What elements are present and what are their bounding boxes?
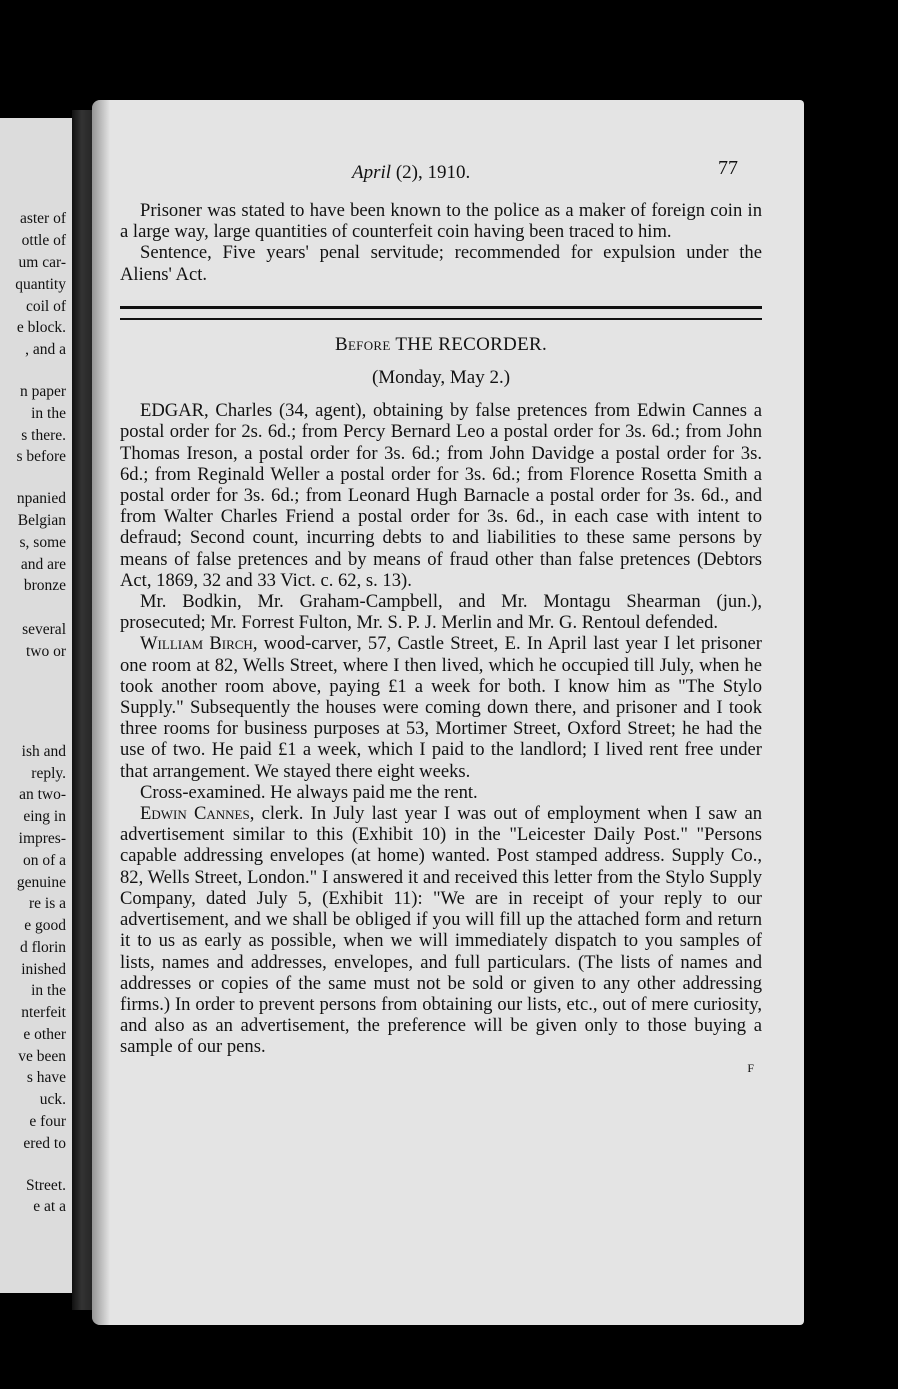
right-page: [92, 100, 804, 1325]
session-date: (Monday, May 2.): [371, 367, 511, 389]
indictment-paragraph: EDGAR, Charles (34, agent), obtaining by false pretences from Edwin Cannes a postal order for 2s. 6d.; from Percy Bernard Leo a postal order for 3s. 6d.; from John Thomas Ireson, a postal order for 3s. 6d.; from John Davidge a postal order for 3s. 6d.; from Reginald Weller a postal order for 3s. 6d.; from Florence Rosetta Smith a postal order for 3s. 6d.; from Leonard Hugh Barnacle a postal order for 3s. 6d., and from Walter Charles Friend a postal order for 3s. 6d., in each case with intent to defraud; Second count, incurring debts to and liabilities to these same persons by means of false pretences and by means of fraud other than false pretences (Debtors Act, 1869, 32 and 33 Vict. c. 62, s. 13).: [120, 400, 762, 591]
left-page-fragment: e at a: [33, 1198, 66, 1215]
left-page-fragment: coil of: [25, 298, 66, 315]
section-heading: Before THE RECORDER.: [334, 333, 548, 355]
left-page-fragment: in the: [31, 982, 66, 999]
left-page-fragment: , and a: [25, 341, 66, 358]
fold-shadow: [92, 100, 110, 1325]
left-page-fragment: ottle of: [21, 232, 66, 249]
left-page-fragment: reply.: [31, 765, 66, 782]
left-page-fragment: two or: [25, 643, 66, 660]
left-page-fragment: e block.: [16, 319, 66, 336]
running-head-date: April (2), 1910.: [352, 162, 471, 183]
left-page-fragment: quantity: [15, 276, 66, 293]
left-page-fragment: s before: [16, 448, 66, 465]
left-page-fragment: s, some: [19, 534, 66, 551]
left-page-fragment: e good: [24, 917, 66, 934]
witness-name: Edwin Cannes: [140, 803, 250, 825]
left-page-fragment: eing in: [23, 808, 66, 825]
left-page-fragment: ered to: [23, 1135, 66, 1152]
left-page-fragment: re is a: [28, 895, 66, 912]
left-page-fragment: impres-: [18, 830, 66, 847]
left-page-fragment: um car-: [18, 254, 66, 271]
left-page-fragment: aster of: [19, 210, 66, 227]
prev-case-paragraph: Prisoner was stated to have been known to the police as a maker of foreign coin in a large way, large quantities of counterfeit coin having been traced to him.: [120, 200, 762, 243]
signature-mark: F: [747, 1060, 754, 1075]
left-page-fragment: ish and: [21, 743, 66, 760]
left-page-fragment: d florin: [19, 939, 66, 956]
left-page-fragment: an two-: [19, 786, 66, 803]
witness-cannes-paragraph: Edwin Cannes, clerk. In July last year I was out of employment when I saw an advertisement similar to this (Exhibit 10) in the "Leicester Daily Post." "Persons capable addressing envelopes (at home) wanted. Post stamped address. Supply Co., 82, Wells Street, London." I answered it and received this letter from the Stylo Supply Company, dated July 5, (Exhibit 11): "We are in receipt of your reply to our advertisement, and we shall be obliged if you will fill up the attached form and return it to us as early as possible, when we will immediately dispatch to you samples of lists, names and addresses, envelopes, and full particulars. (The lists of names and addresses or copies of the same must not be sold or given to any other addressing firms.) In order to prevent persons from obtaining our lists, etc., out of mere curiosity, and also as an advertisement, the preference will be given only to those buying a sample of our pens.: [120, 803, 763, 1058]
left-page-fragment: s have: [26, 1069, 66, 1086]
left-page-fragment: s there.: [21, 427, 66, 444]
counsel-paragraph: Mr. Bodkin, Mr. Graham-Campbell, and Mr. Montagu Shearman (jun.), prosecuted; Mr. Forrest Fulton, Mr. S. P. J. Merlin and Mr. G. Rentoul defended.: [120, 591, 762, 634]
left-page-fragment: npanied: [16, 490, 66, 507]
left-page-fragment: inished: [21, 961, 66, 978]
left-page-fragment: ve been: [18, 1048, 66, 1065]
left-page-fragment: and are: [20, 556, 66, 573]
left-page-fragment: e other: [23, 1026, 66, 1043]
left-page-fragment: genuine: [16, 874, 66, 891]
left-page-fragment: nterfeit: [21, 1004, 66, 1021]
left-page-fragment: Belgian: [17, 512, 66, 529]
left-page-fragment: n paper: [19, 383, 66, 400]
left-page-fragment: on of a: [22, 852, 66, 869]
double-rule-divider: [120, 306, 762, 320]
page-content: [120, 157, 763, 1079]
left-page-fragment: bronze: [23, 577, 66, 594]
witness-name: William Birch: [140, 633, 253, 655]
left-page-fragment: Street.: [25, 1177, 66, 1194]
left-page: [0, 118, 74, 1293]
left-page-fragment: in the: [31, 405, 66, 422]
left-page-fragment: uck.: [39, 1091, 66, 1108]
left-page-fragment: e four: [29, 1113, 66, 1130]
prev-case-sentence: Sentence, Five years' penal servitude; recommended for expulsion under the Aliens' Act.: [120, 242, 762, 285]
running-head: [120, 157, 762, 192]
left-page-fragment: several: [22, 621, 66, 638]
cross-examination-paragraph: Cross-examined. He always paid me the rent.: [140, 781, 478, 803]
page-number: 77: [718, 157, 738, 179]
witness-birch-paragraph: William Birch, wood-carver, 57, Castle Street, E. In April last year I let prisoner one room at 82, Wells Street, where I then lived, which he occupied till July, when he took another room above, paying £1 a week for both. I know him as "The Stylo Supply." Subsequently the houses were coming down there, and prisoner and I took three rooms for business purposes at 53, Mortimer Street, Oxford Street; he had the use of two. He paid £1 a week, which I paid to the landlord; I lived rent free under that arrangement. We stayed there eight weeks.: [120, 633, 762, 782]
